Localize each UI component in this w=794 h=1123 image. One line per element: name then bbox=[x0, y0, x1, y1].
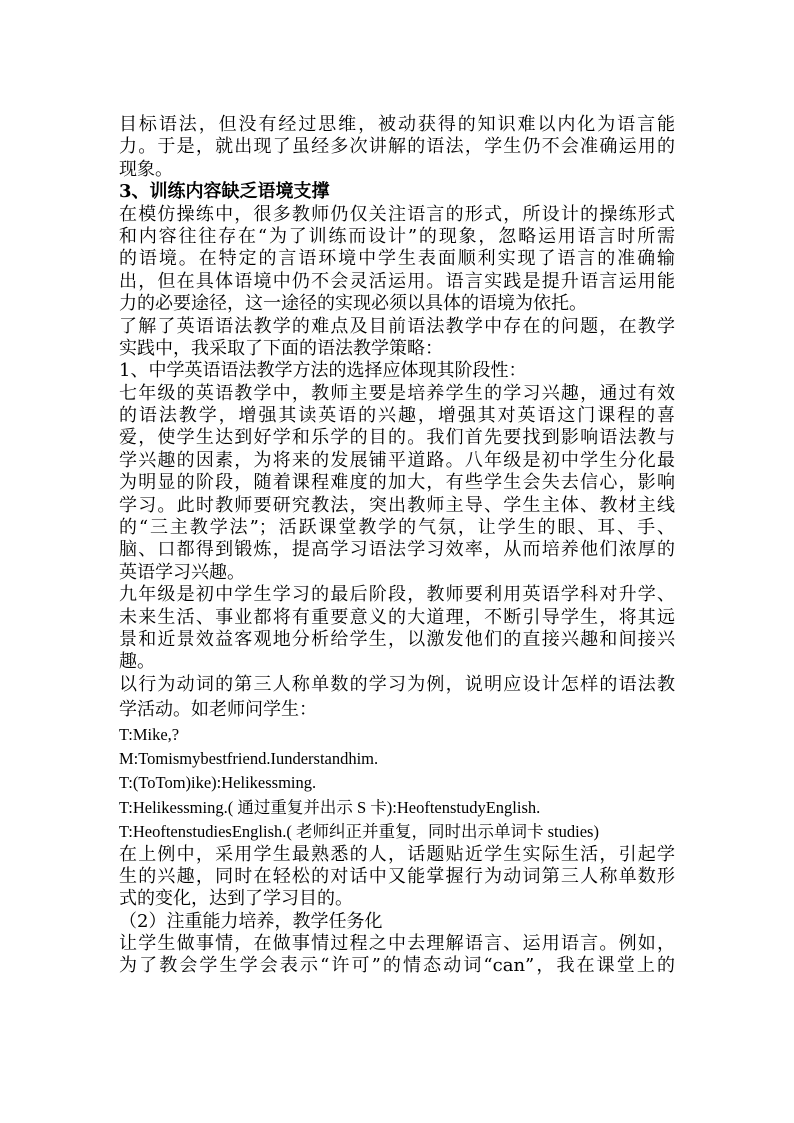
text-line: 爱，使学生达到好学和乐学的目的。我们首先要找到影响语法教与 bbox=[119, 427, 675, 449]
text-line: 学习。此时教师要研究教法，突出教师主导、学生主体、教材主线 bbox=[119, 494, 675, 516]
text-line: 的语境。在特定的言语环境中学生表面顺利实现了语言的准确输 bbox=[119, 248, 675, 270]
text-line: 在上例中，采用学生最熟悉的人，话题贴近学生实际生活，引起学 bbox=[119, 843, 675, 865]
text-line: 景和近景效益客观地分析给学生，以激发他们的直接兴趣和间接兴 bbox=[119, 628, 675, 650]
text-line: 和内容往往存在“为了训练而设计”的现象，忽略运用语言时所需 bbox=[119, 225, 675, 247]
text-line: 七年级的英语教学中，教师主要是培养学生的学习兴趣，通过有效 bbox=[119, 382, 675, 404]
text-line: 以行为动词的第三人称单数的学习为例，说明应设计怎样的语法教 bbox=[119, 673, 675, 695]
text-line: 3、训练内容缺乏语境支撑 bbox=[119, 181, 330, 203]
text-line: 让学生做事情，在做事情过程之中去理解语言、运用语言。例如， bbox=[119, 933, 675, 955]
text-line: T:Mike,? bbox=[119, 724, 180, 744]
text-line: （2）注重能力培养，教学任务化 bbox=[119, 910, 383, 932]
text-line: 九年级是初中学生学习的最后阶段，教师要利用英语学科对升学、 bbox=[119, 584, 675, 606]
text-line: 英语学习兴趣。 bbox=[119, 561, 245, 583]
text-line: 为了教会学生学会表示“许可”的情态动词“can”，我在课堂上的 bbox=[119, 955, 675, 977]
text-line: 了解了英语语法教学的难点及目前语法教学中存在的问题，在教学 bbox=[119, 315, 675, 337]
text-line: 为明显的阶段，随着课程难度的加大，有些学生会失去信心，影响 bbox=[119, 472, 675, 494]
text-line: 1、中学英语语法教学方法的选择应体现其阶段性： bbox=[119, 360, 527, 382]
text-line: 学活动。如老师问学生： bbox=[119, 699, 317, 721]
text-line: 脑、口都得到锻炼，提高学习语法学习效率，从而培养他们浓厚的 bbox=[119, 539, 675, 561]
text-line: 未来生活、事业都将有重要意义的大道理，不断引导学生，将其远 bbox=[119, 606, 675, 628]
text-line: 实践中，我采取了下面的语法教学策略： bbox=[119, 337, 443, 359]
text-line: 式的变化，达到了学习目的。 bbox=[119, 888, 353, 910]
text-line: 现象。 bbox=[119, 158, 173, 180]
document-page bbox=[119, 114, 675, 978]
text-line: 的“三主教学法”；活跃课堂教学的气氛，让学生的眼、耳、手、 bbox=[119, 517, 675, 539]
text-line: 目标语法，但没有经过思维，被动获得的知识难以内化为语言能 bbox=[119, 114, 675, 135]
text-line: 力。于是，就出现了虽经多次讲解的语法，学生仍不会准确运用的 bbox=[119, 136, 675, 158]
text-line: T:(ToTom)ike):Helikessming. bbox=[119, 773, 317, 793]
text-line: T:HeoftenstudiesEnglish.( 老师纠正并重复，同时出示单词卡 studies) bbox=[119, 822, 599, 842]
text-line: 学兴趣的因素，为将来的发展铺平道路。八年级是初中学生分化最 bbox=[119, 449, 675, 471]
text-line: 力的必要途径，这一途径的实现必须以具体的语境为依托。 bbox=[119, 293, 587, 315]
text-line: T:Helikessming.( 通过重复并出示 S 卡):HeoftenstudyEnglish. bbox=[119, 797, 541, 817]
text-line: 趣。 bbox=[119, 651, 155, 673]
text-line: M:Tomismybestfriend.Iunderstandhim. bbox=[119, 748, 379, 768]
text-line: 出，但在具体语境中仍不会灵活运用。语言实践是提升语言运用能 bbox=[119, 270, 675, 292]
text-line: 在模仿操练中，很多教师仍仅关注语言的形式，所设计的操练形式 bbox=[119, 203, 675, 225]
text-line: 生的兴趣，同时在轻松的对话中又能掌握行为动词第三人称单数形 bbox=[119, 865, 675, 887]
text-line: 的语法教学，增强其读英语的兴趣，增强其对英语这门课程的喜 bbox=[119, 405, 675, 427]
